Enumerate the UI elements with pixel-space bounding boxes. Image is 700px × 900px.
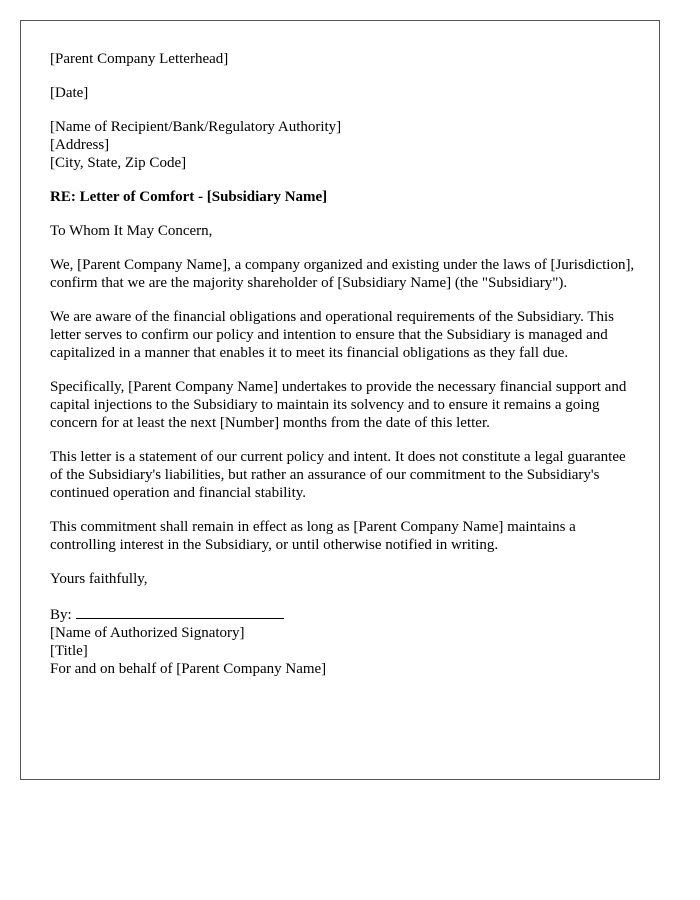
letter-date: [Date]: [50, 85, 89, 101]
closing: Yours faithfully,: [50, 571, 148, 587]
subject-line: RE: Letter of Comfort - [Subsidiary Name]: [50, 189, 328, 205]
signature-block: [50, 604, 635, 678]
signature-line: [76, 604, 284, 619]
salutation: To Whom It May Concern,: [50, 223, 213, 239]
signatory-name: [Name of Authorized Signatory]: [50, 625, 245, 641]
signature-by-label: By:: [50, 607, 72, 623]
letter-page: [20, 20, 660, 780]
signature-by-row: [50, 604, 635, 624]
paragraph-disclaimer: This letter is a statement of our current policy and intent. It does not constitute a legal guarantee of the Subsidiary's liabilities, but rather an assurance of our commitment to the Subsidiary's continued operation and financial stability.: [50, 449, 626, 501]
recipient-city: [City, State, Zip Code]: [50, 155, 187, 171]
paragraph-support: Specifically, [Parent Company Name] undertakes to provide the necessary financial support and capital injections to the Subsidiary to maintain its solvency and to ensure it remains a going concern for at least the next [Number] months from the date of this letter.: [50, 379, 627, 431]
paragraph-duration: This commitment shall remain in effect as long as [Parent Company Name] maintains a controlling interest in the Subsidiary, or until otherwise notified in writing.: [50, 519, 576, 553]
letter-body: [50, 50, 635, 678]
paragraph-shareholder: We, [Parent Company Name], a company organized and existing under the laws of [Jurisdiction], confirm that we are the majority shareholder of [Subsidiary Name] (the "Subsidiary").: [50, 257, 635, 291]
signatory-title: [Title]: [50, 643, 88, 659]
recipient-name: [Name of Recipient/Bank/Regulatory Authority]: [50, 119, 342, 135]
recipient-address: [Address]: [50, 137, 110, 153]
recipient-block: [50, 118, 635, 172]
signatory-on-behalf: For and on behalf of [Parent Company Name]: [50, 661, 327, 677]
letterhead: [Parent Company Letterhead]: [50, 51, 229, 67]
paragraph-obligations: We are aware of the financial obligations and operational requirements of the Subsidiary. This letter serves to confirm our policy and intention to ensure that the Subsidiary is managed and capitalized in a manner that enables it to meet its financial obligations as they fall due.: [50, 309, 615, 361]
